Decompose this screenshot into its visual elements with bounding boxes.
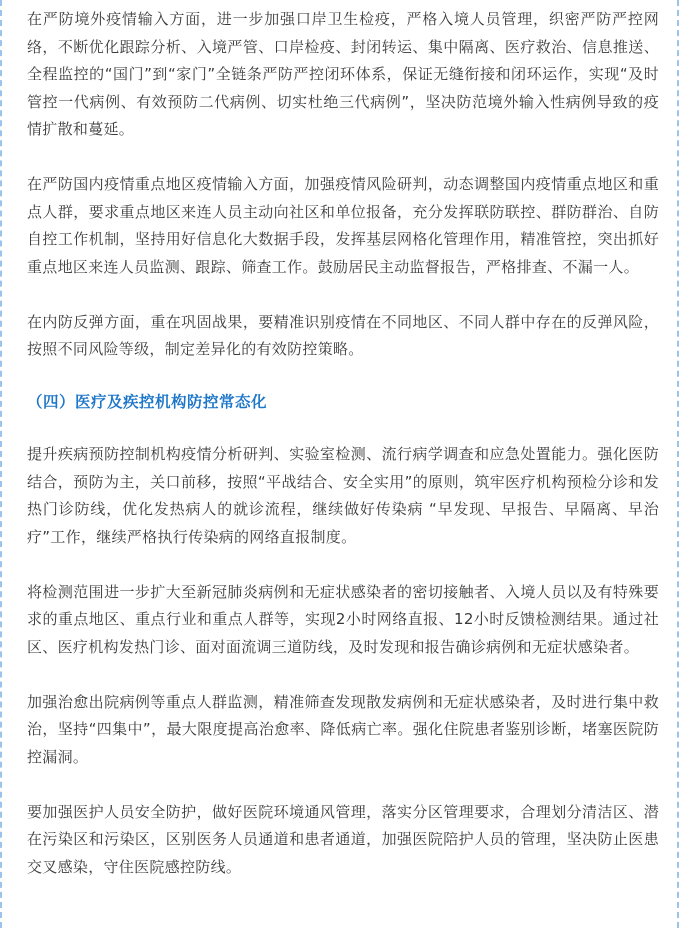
paragraph-spacer [27,416,659,441]
paragraph-spacer [27,661,659,689]
paragraph-monitoring: 加强治愈出院病例等重点人群监测，精准筛查发现散发病例和无症状感染者，及时进行集中救治，坚持“四集中”，最大限度提高治愈率、降低病亡率。强化住院患者鉴别诊断，堵塞医院防控漏洞。 [27,692,659,766]
paragraph-spacer [27,364,659,389]
paragraph-spacer [27,144,659,172]
paragraph-spacer [27,281,659,309]
paragraph-testing-scope: 将检测范围进一步扩大至新冠肺炎病例和无症状感染者的密切接触者、入境人员以及有特殊要求的重点地区、重点行业和重点人群等，实现2小时网络直报、12小时反馈检测结果。通过社区、医疗机构发热门诊、面对面流调三道防线，及时发现和报告确诊病例和无症状感染者。 [27,582,659,656]
paragraph-border-control: 在严防境外疫情输入方面，进一步加强口岸卫生检疫，严格入境人员管理，织密严防严控网络，不断优化跟踪分析、入境严管、口岸检疫、封闭转运、集中隔离、医疗救治、信息推送、全程监控的“国门”到“家门”全链条严防严控闭环体系，保证无缝衔接和闭环运作，实现“及时管控一代病例、有效预防二代病例、切实杜绝三代病例”，坚决防范境外输入性病例导致的疫情扩散和蔓延。 [27,10,659,138]
paragraph-disease-control: 提升疾病预防控制机构疫情分析研判、实验室检测、流行病学调查和应急处置能力。强化医防结合，预防为主，关口前移，按照“平战结合、安全实用”的原则，筑牢医疗机构预检分诊和发热门诊防线，优化发热病人的就诊流程，继续做好传染病 “早发现、早报告、早隔离、早治疗”工作，继续严格执行传染病的网络直报制度。 [27,445,659,546]
paragraph-staff-protection: 要加强医护人员安全防护，做好医院环境通风管理，落实分区管理要求，合理划分清洁区、潜在污染区和污染区，区别医务人员通道和患者通道，加强医院陪护人员的管理，坚决防止医患交叉感染，守住医院感控防线。 [27,802,659,876]
paragraph-spacer [27,551,659,579]
section-heading: （四）医疗及疾控机构防控常态化 [27,392,268,411]
article-content [27,6,659,881]
paragraph-spacer [27,771,659,799]
paragraph-domestic-risk: 在严防国内疫情重点地区疫情输入方面，加强疫情风险研判，动态调整国内疫情重点地区和重点人群，要求重点地区来连人员主动向社区和单位报备，充分发挥联防联控、群防群治、自防自控工作机制，坚持用好信息化大数据手段，发挥基层网格化管理作用，精准管控，突出抓好重点地区来连人员监测、跟踪、筛查工作。鼓励居民主动监督报告，严格排查、不漏一人。 [27,175,659,276]
paragraph-rebound: 在内防反弹方面，重在巩固战果，要精准识别疫情在不同地区、不同人群中存在的反弹风险，按照不同风险等级，制定差异化的有效防控策略。 [27,312,659,358]
